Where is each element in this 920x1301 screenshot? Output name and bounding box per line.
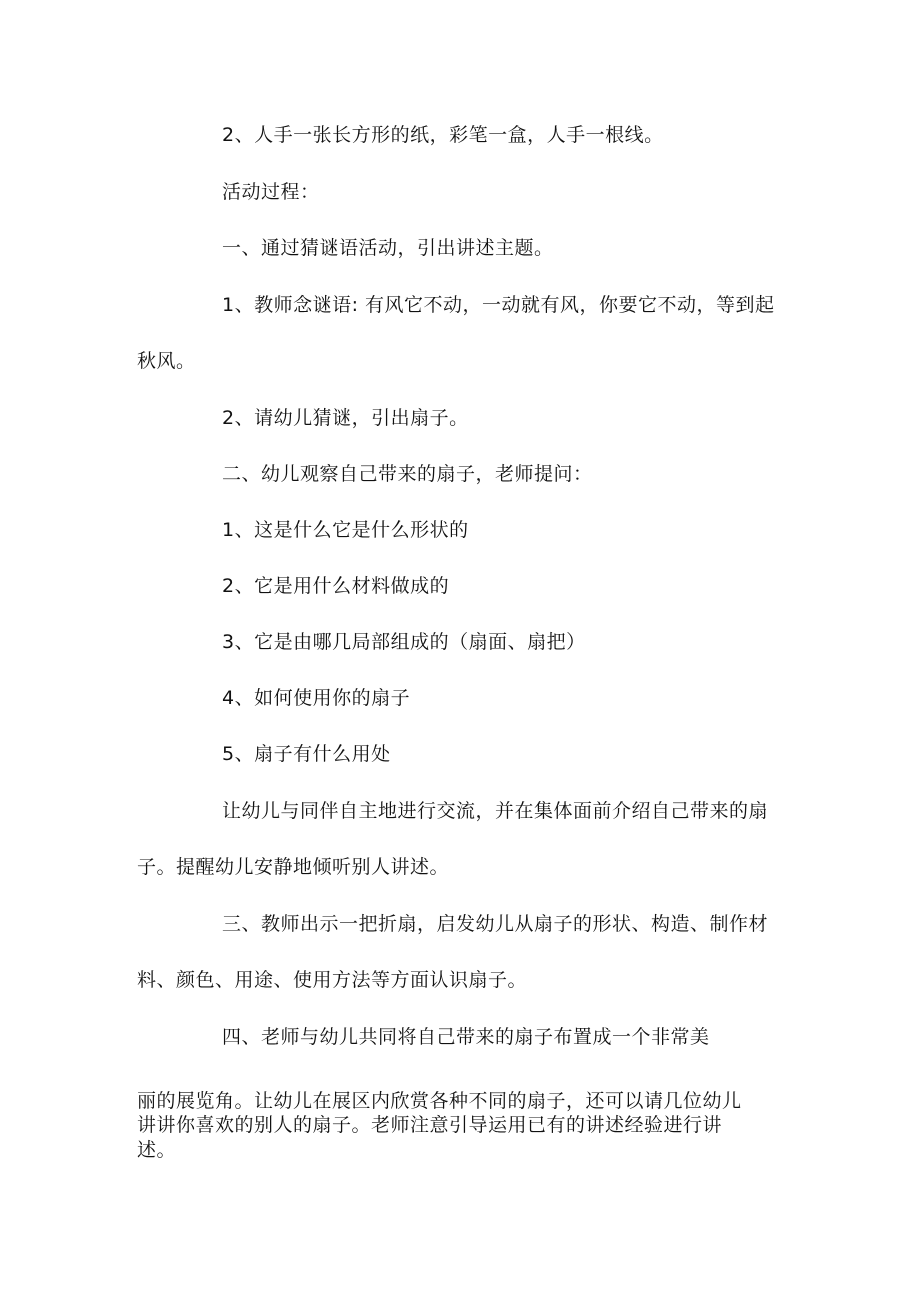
step-1-2: 2、请幼儿猜谜，引出扇子。 — [222, 407, 469, 429]
section-4-line-4: 述。 — [137, 1139, 177, 1161]
step-1-1-line-2: 秋风。 — [137, 350, 196, 372]
question-4: 4、如何使用你的扇子 — [222, 687, 411, 709]
exchange-paragraph-line-1: 让幼儿与同伴自主地进行交流，并在集体面前介绍自己带来的扇 — [222, 800, 769, 822]
question-3: 3、它是由哪几局部组成的（扇面、扇把） — [222, 631, 586, 653]
section-1-heading: 一、通过猜谜语活动，引出讲述主题。 — [222, 237, 554, 259]
materials-item-2: 2、人手一张长方形的纸，彩笔一盒，人手一根线。 — [222, 124, 664, 146]
step-1-1-line-1: 1、教师念谜语: 有风它不动，一动就有风，你要它不动，等到起 — [222, 294, 775, 316]
section-4-line-3: 讲讲你喜欢的别人的扇子。老师注意引导运用已有的讲述经验进行讲 — [137, 1114, 723, 1136]
question-2: 2、它是用什么材料做成的 — [222, 575, 450, 597]
section-3-line-2: 料、颜色、用途、使用方法等方面认识扇子。 — [137, 969, 528, 991]
section-4-line-1: 四、老师与幼儿共同将自己带来的扇子布置成一个非常美 — [222, 1026, 710, 1048]
section-4-line-2: 丽的展览角。让幼儿在展区内欣赏各种不同的扇子，还可以请几位幼儿 — [137, 1090, 742, 1112]
section-3-line-1: 三、教师出示一把折扇，启发幼儿从扇子的形状、构造、制作材 — [222, 913, 769, 935]
activity-process-heading: 活动过程： — [222, 181, 320, 203]
question-1: 1、这是什么它是什么形状的 — [222, 519, 469, 541]
question-5: 5、扇子有什么用处 — [222, 743, 391, 765]
exchange-paragraph-line-2: 子。提醒幼儿安静地倾听别人讲述。 — [137, 856, 450, 878]
section-2-heading: 二、幼儿观察自己带来的扇子，老师提问： — [222, 463, 593, 485]
